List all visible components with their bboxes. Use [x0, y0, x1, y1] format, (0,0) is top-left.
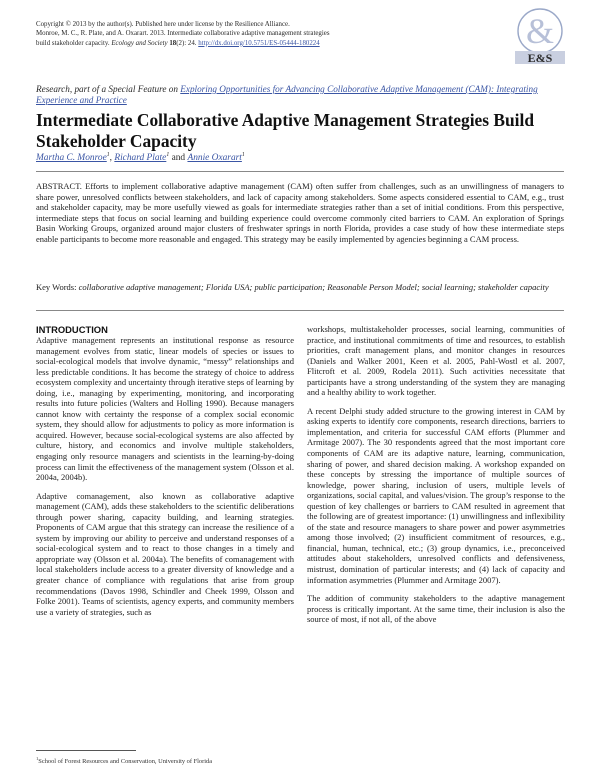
- keywords-text: collaborative adaptive management; Florida USA; public participation; Reasonable Person Model; social learning; stakeholder capacity: [78, 282, 549, 292]
- author-link[interactable]: Richard Plate: [114, 153, 167, 164]
- series-middle: , part of a Special Feature on: [69, 84, 181, 94]
- journal-name: Ecology and Society: [111, 39, 168, 47]
- section-heading: INTRODUCTION: [36, 324, 108, 335]
- body-divider: [36, 310, 564, 311]
- doi-link[interactable]: http://dx.doi.org/10.5751/ES-05444-180224: [198, 39, 320, 47]
- top-divider: [36, 171, 564, 172]
- footnote-divider: [36, 750, 136, 751]
- journal-logo: [509, 6, 571, 68]
- keywords: [36, 282, 564, 293]
- right-column: [307, 324, 565, 633]
- author-separator: ,: [109, 153, 115, 164]
- body-paragraph: workshops, multistakeholder processes, social learning, communities of practice, and institutional commitments of time and resources, to establish priorities, craft management plans, and monitor changes in resources (Daniels and Walker 2001, Keen et al. 2005, Pahl-Wostl et al. 2007, Flitcroft et al. 2009, Rodela 2011). Such activities necessitate that participants have a strong understanding of the system they are managing and a healthy ability to work together.: [307, 324, 565, 398]
- left-column: [36, 324, 294, 625]
- citation-line-2: [36, 39, 456, 48]
- keywords-label: Key Words:: [36, 282, 79, 292]
- body-paragraph: Adaptive management represents an institutional response as resource management evolves from static, linear models of species or issues to social-ecological models that involve dynamic, “messy” relationships and less predictable conditions. It has become the strategy of choice to address ecosystem complexity and uncertainty through iterative steps of learning by doing, i.e., managing by experimenting, monitoring, and incorporating results into future policies (Walters and Holling 1990). Because managers cannot know with certainty the response of a complex social economic system, they should allow for adjustments to policy as more information is acquired. However, because social-ecological systems are also affected by culture, history, and economics and involve multiple stakeholders, engaging only resource managers and scientists in the learning-by-doing process can limit the effectiveness of the management system (Olsson et al. 2004a, 2004b).: [36, 335, 294, 483]
- abstract: ABSTRACT. Efforts to implement collaborative adaptive management (CAM) often suffer from challenges, such as an unwillingness of managers to share power, unresolved conflicts between stakeholders, and lack of capacity among stakeholders. Some aspects considered essential to CAM, e.g., trust and stakeholder capacity, may be more usefully viewed as goals for intermediate strategies rather than a set of initial conditions. From this perspective, intermediate steps that focus on social learning and building experience could overcome commonly cited barriers to CAM. An exploration of Springs Basin Working Groups, organized around major clusters of freshwater springs in north Florida, provides a case study of how these intermediate steps enable participants to become more reasonable and engaged. This strategy may be easily implemented by agencies beginning a CAM process.: [36, 181, 564, 244]
- author-affiliation-mark: 1: [241, 152, 245, 158]
- author-list: [36, 152, 556, 163]
- logo-monogram: &: [525, 11, 555, 51]
- citation-text: build stakeholder capacity.: [36, 39, 112, 47]
- article-type: Research: [36, 84, 70, 94]
- issue-pages: (2): 24.: [176, 39, 197, 47]
- logo-letters: E&S: [527, 51, 553, 65]
- volume: 18: [169, 39, 177, 47]
- footnote-mark: 1: [36, 756, 39, 761]
- special-feature-line: [36, 84, 556, 106]
- body-paragraph: The addition of community stakeholders to the adaptive management process is critically important. At the same time, their inclusion is also the source of most, if not all, of the above: [307, 593, 565, 625]
- author-link[interactable]: Annie Oxarart: [187, 153, 242, 164]
- author-separator: and: [169, 153, 188, 164]
- copyright-line: Copyright © 2013 by the author(s). Published here under license by the Resilience Alliance.: [36, 21, 290, 28]
- article-title: Intermediate Collaborative Adaptive Management Strategies Build Stakeholder Capacity: [36, 110, 534, 151]
- author-affiliation-mark: 1: [166, 152, 170, 158]
- special-feature-link[interactable]: Exploring Opportunities for Advancing Collaborative Adaptive Management (CAM): Integrating Experience and Practice: [36, 84, 538, 105]
- author-link[interactable]: Martha C. Monroe: [36, 153, 107, 164]
- body-paragraph: Adaptive comanagement, also known as collaborative adaptive management (CAM), adds these stakeholders to the scientific deliberations through power sharing, capacity building, and learning strategies. Proponents of CAM argue that this strategy can increase the resilience of a system by improving our ability to perceive and understand responses of a social-ecological system and to react to those changes in a timely and appropriate way (Olsson et al. 2004a). The benefits of comanagement with local stakeholders include access to a greater diversity of knowledge and a greater chance of compliance with regulations that arise from group recommendations (Davos 1998, Schindler and Cheek 1999, Olsson and Folke 2001). Teams of scientists, agency experts, and community members use a variety of strategies, such as: [36, 490, 294, 617]
- body-paragraph: A recent Delphi study added structure to the growing interest in CAM by asking experts to identify core components, research directions, barriers to implementation, and criteria for successful CAM efforts (Plummer and Armitage 2007). The 30 respondents agreed that the most important core components of CAM are its adaptive nature, learning, communication, sharing of power, and shared decision making. A workshop expanded on these concepts by stressing the importance of multiple sources of knowledge, power sharing, inclusion of users, multiple levels of organizations, social capital, and values/vision. The group’s response to the question of key challenges or barriers to CAM resulted in agreement that the following are of greatest importance: (1) unwillingness and inflexibility of the state and resource managers to share power and power asymmetries among those involved; (2) insufficient commitment of resources, e.g., financial, human, technical, etc.; (3) group dynamics, i.e., preconceived attitudes about stakeholders, unresolved conflicts and defensiveness, mistrust, domination of particular interests; and (4) lack of capacity and information asymmetries (Plummer and Armitage 2007).: [307, 405, 565, 585]
- citation-line: Monroe, M. C., R. Plate, and A. Oxarart. 2013. Intermediate collaborative adaptive management strategies: [36, 30, 330, 38]
- copyright-block: [36, 20, 456, 48]
- author-affiliation-mark: 1: [106, 152, 110, 158]
- footnote-text: School of Forest Resources and Conservation, University of Florida: [38, 758, 213, 766]
- footnote: [36, 756, 212, 765]
